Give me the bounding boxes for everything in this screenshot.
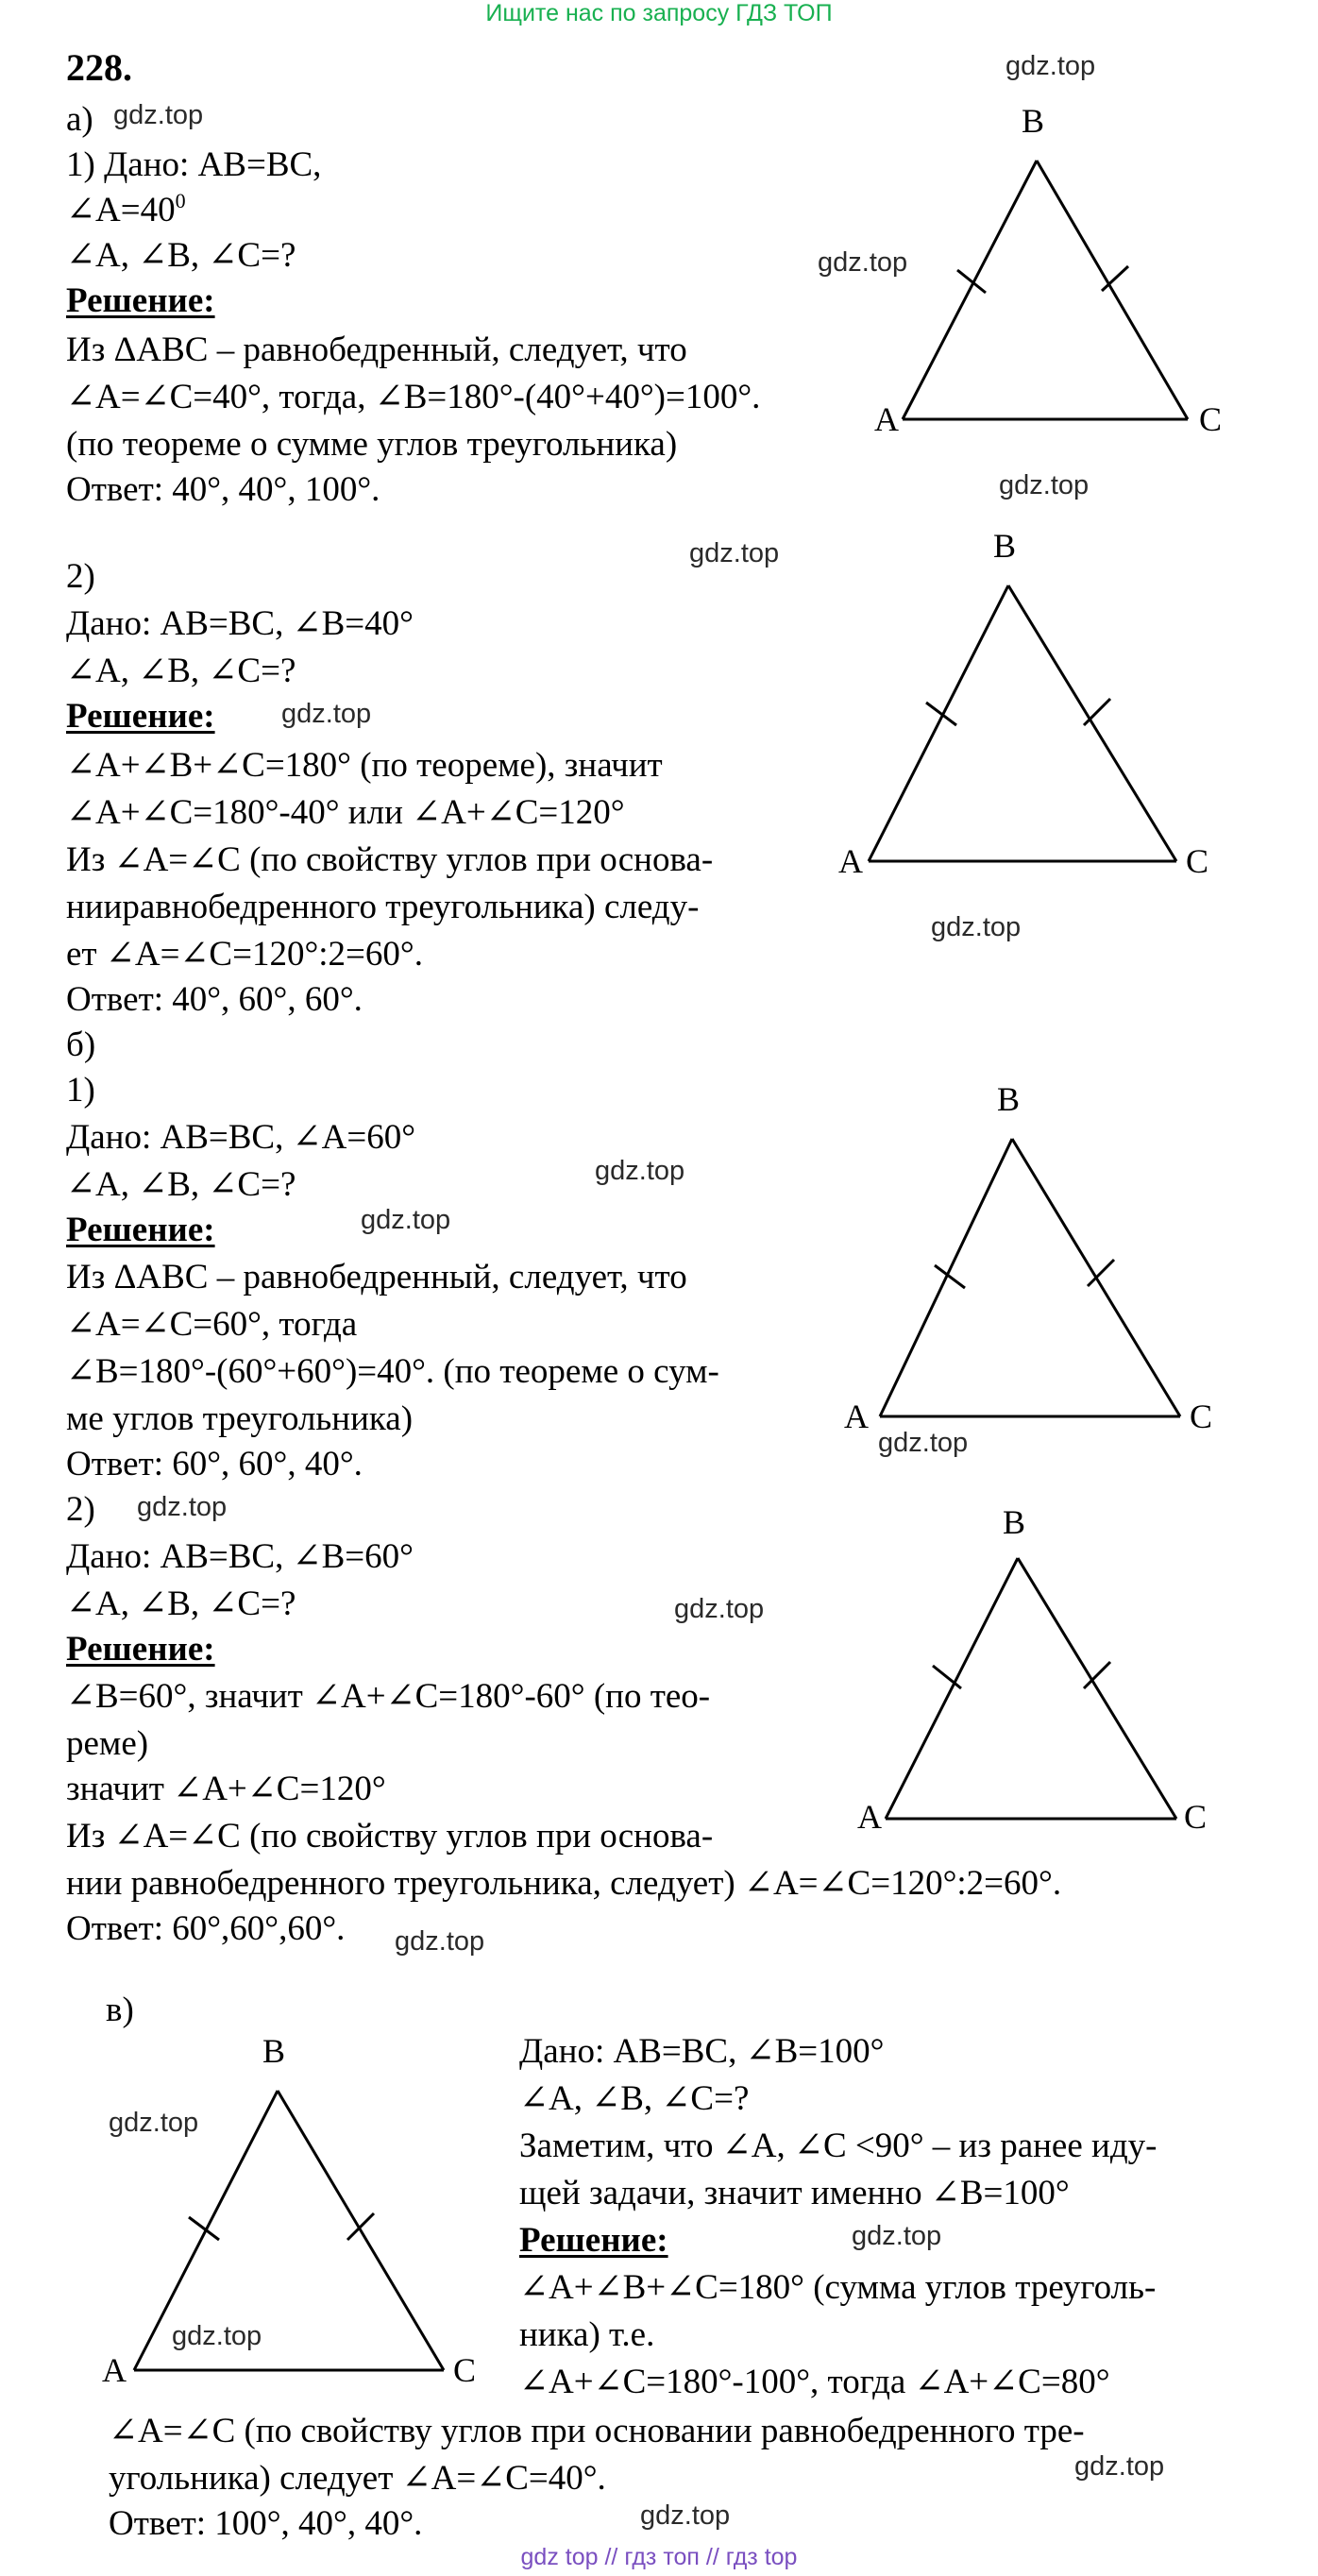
- a1-answer: Ответ: 40°, 40°, 100°.: [66, 470, 380, 509]
- b2-given-line2: ∠A, ∠B, ∠C=?: [66, 1585, 296, 1623]
- a1-solution-line3: (по теореме о сумме углов треугольника): [66, 425, 678, 464]
- v-solution-line1: ∠A+∠B+∠C=180° (сумма углов треуголь-: [519, 2268, 1157, 2307]
- a1-given-line2: $\angle A=40^0$: [66, 189, 186, 229]
- vertex-label-b: B: [993, 527, 1017, 565]
- watermark: gdz.top: [361, 1205, 451, 1235]
- watermark: gdz.top: [395, 1926, 485, 1957]
- a2-answer: Ответ: 40°, 60°, 60°.: [66, 980, 363, 1019]
- v-answer: Ответ: 100°, 40°, 40°.: [109, 2504, 423, 2543]
- v-solution-line3: ∠A+∠C=180°-100°, тогда ∠A+∠C=80°: [519, 2363, 1110, 2401]
- b2-number: 2): [66, 1490, 95, 1529]
- watermark: gdz.top: [674, 1594, 765, 1624]
- vertex-label-c: C: [1184, 1798, 1208, 1836]
- watermark: gdz.top: [852, 2221, 942, 2251]
- vertex-label-c: C: [1199, 400, 1223, 438]
- a2-solution-line5: ет ∠A=∠C=120°:2=60°.: [66, 935, 423, 974]
- vertex-label-a: A: [857, 1798, 882, 1836]
- b1-solution-heading: Решение:: [66, 1211, 215, 1249]
- triangle-a1: [869, 94, 1246, 444]
- b2-solution-line2: реме): [66, 1724, 149, 1763]
- part-b-label: б): [66, 1025, 96, 1064]
- watermark: gdz.top: [689, 538, 780, 568]
- a1-solution-heading: Решение:: [66, 281, 215, 320]
- triangle-b1: [831, 1067, 1246, 1435]
- b1-given-line2: ∠A, ∠B, ∠C=?: [66, 1165, 296, 1204]
- watermark: gdz.top: [878, 1428, 969, 1458]
- b2-given-line1: Дано: AB=BC, ∠B=60°: [66, 1537, 414, 1576]
- a2-solution-line1: ∠A+∠B+∠C=180° (по теореме), значит: [66, 746, 663, 785]
- vertex-label-c: C: [1186, 842, 1209, 880]
- vertex-label-c: C: [453, 2351, 477, 2389]
- triangle-b2: [840, 1501, 1246, 1841]
- top-banner[interactable]: Ищите нас по запросу ГДЗ ТОП: [485, 0, 833, 26]
- a2-number: 2): [66, 557, 95, 596]
- triangle-a2: [831, 529, 1246, 888]
- watermark: gdz.top: [999, 470, 1090, 500]
- problem-number: 228.: [66, 46, 132, 89]
- b2-answer: Ответ: 60°,60°,60°.: [66, 1909, 346, 1948]
- watermark: gdz.top: [1074, 2451, 1165, 2482]
- b1-solution-line1: Из ΔABC – равнобедренный, следует, что: [66, 1258, 687, 1296]
- v-given-line1: Дано: AB=BC, ∠B=100°: [519, 2032, 885, 2071]
- a2-solution-heading: Решение:: [66, 697, 215, 736]
- b2-solution-line5: нии равнобедренного треугольника, следует) ∠A=∠C=120°:2=60°.: [66, 1864, 1062, 1903]
- vertex-label-b: B: [1022, 102, 1045, 140]
- triangle-v: [94, 2030, 510, 2398]
- b1-number: 1): [66, 1071, 95, 1110]
- b1-given-line1: Дано: AB=BC, ∠A=60°: [66, 1118, 415, 1157]
- bottom-banner[interactable]: gdz top // гдз топ // гдз top: [520, 2544, 798, 2570]
- a1-solution-line2: ∠A=∠C=40°, тогда, ∠B=180°-(40°+40°)=100°.: [66, 378, 761, 416]
- v-solution-line2: ника) т.е.: [519, 2315, 655, 2354]
- a1-solution-line1: Из ΔABC – равнобедренный, следует, что: [66, 330, 687, 369]
- b2-solution-line1: ∠B=60°, значит ∠A+∠C=180°-60° (по тео-: [66, 1677, 711, 1716]
- b1-solution-line3: ∠B=180°-(60°+60°)=40°. (по теореме о сум-: [66, 1352, 719, 1391]
- vertex-label-b: B: [997, 1080, 1021, 1118]
- watermark: gdz.top: [281, 699, 372, 729]
- a2-given-line2: ∠A, ∠B, ∠C=?: [66, 652, 296, 690]
- v-solution-line5: угольника) следует ∠A=∠C=40°.: [109, 2459, 606, 2498]
- a2-solution-line2: ∠A+∠C=180°-40° или ∠A+∠C=120°: [66, 793, 625, 832]
- watermark: gdz.top: [137, 1492, 228, 1522]
- watermark: gdz.top: [113, 100, 204, 130]
- watermark: gdz.top: [172, 2321, 262, 2351]
- watermark: gdz.top: [595, 1156, 685, 1186]
- v-given-line2: ∠A, ∠B, ∠C=?: [519, 2079, 750, 2118]
- vertex-label-a: A: [844, 1398, 869, 1435]
- watermark: gdz.top: [640, 2500, 731, 2531]
- b1-answer: Ответ: 60°, 60°, 40°.: [66, 1445, 363, 1483]
- a2-solution-line3: Из ∠A=∠C (по свойству углов при основа-: [66, 840, 714, 879]
- watermark: gdz.top: [109, 2108, 199, 2138]
- part-a-label: а): [66, 100, 93, 139]
- a2-solution-line4: нииравнобедренного треугольника) следу-: [66, 888, 700, 926]
- watermark: gdz.top: [818, 247, 908, 278]
- watermark: gdz.top: [931, 912, 1022, 942]
- a1-given-line1: 1) Дано: AB=BC,: [66, 145, 322, 184]
- vertex-label-a: A: [838, 842, 863, 880]
- vertex-label-a: A: [874, 400, 899, 438]
- part-v-label: в): [106, 1991, 134, 2029]
- watermark: gdz.top: [1005, 51, 1096, 81]
- vertex-label-a: A: [102, 2351, 127, 2389]
- v-solution-line4: ∠A=∠C (по свойству углов при основании равнобедренного тре-: [109, 2412, 1085, 2450]
- vertex-label-c: C: [1190, 1398, 1213, 1435]
- v-note-line2: щей задачи, значит именно ∠B=100°: [519, 2174, 1070, 2212]
- a2-given-line1: Дано: AB=BC, ∠B=40°: [66, 604, 414, 643]
- b2-solution-line4: Из ∠A=∠C (по свойству углов при основа-: [66, 1817, 714, 1856]
- b2-solution-heading: Решение:: [66, 1630, 215, 1669]
- b1-solution-line2: ∠A=∠C=60°, тогда: [66, 1305, 358, 1344]
- b1-solution-line4: ме углов треугольника): [66, 1399, 414, 1438]
- vertex-label-b: B: [1003, 1503, 1026, 1541]
- a1-given-line3: ∠A, ∠B, ∠C=?: [66, 236, 296, 275]
- v-solution-heading: Решение:: [519, 2221, 668, 2260]
- vertex-label-b: B: [262, 2032, 286, 2070]
- v-note-line1: Заметим, что ∠A, ∠C <90° – из ранее иду-: [519, 2127, 1157, 2165]
- b2-solution-line3: значит ∠A+∠C=120°: [66, 1770, 386, 1808]
